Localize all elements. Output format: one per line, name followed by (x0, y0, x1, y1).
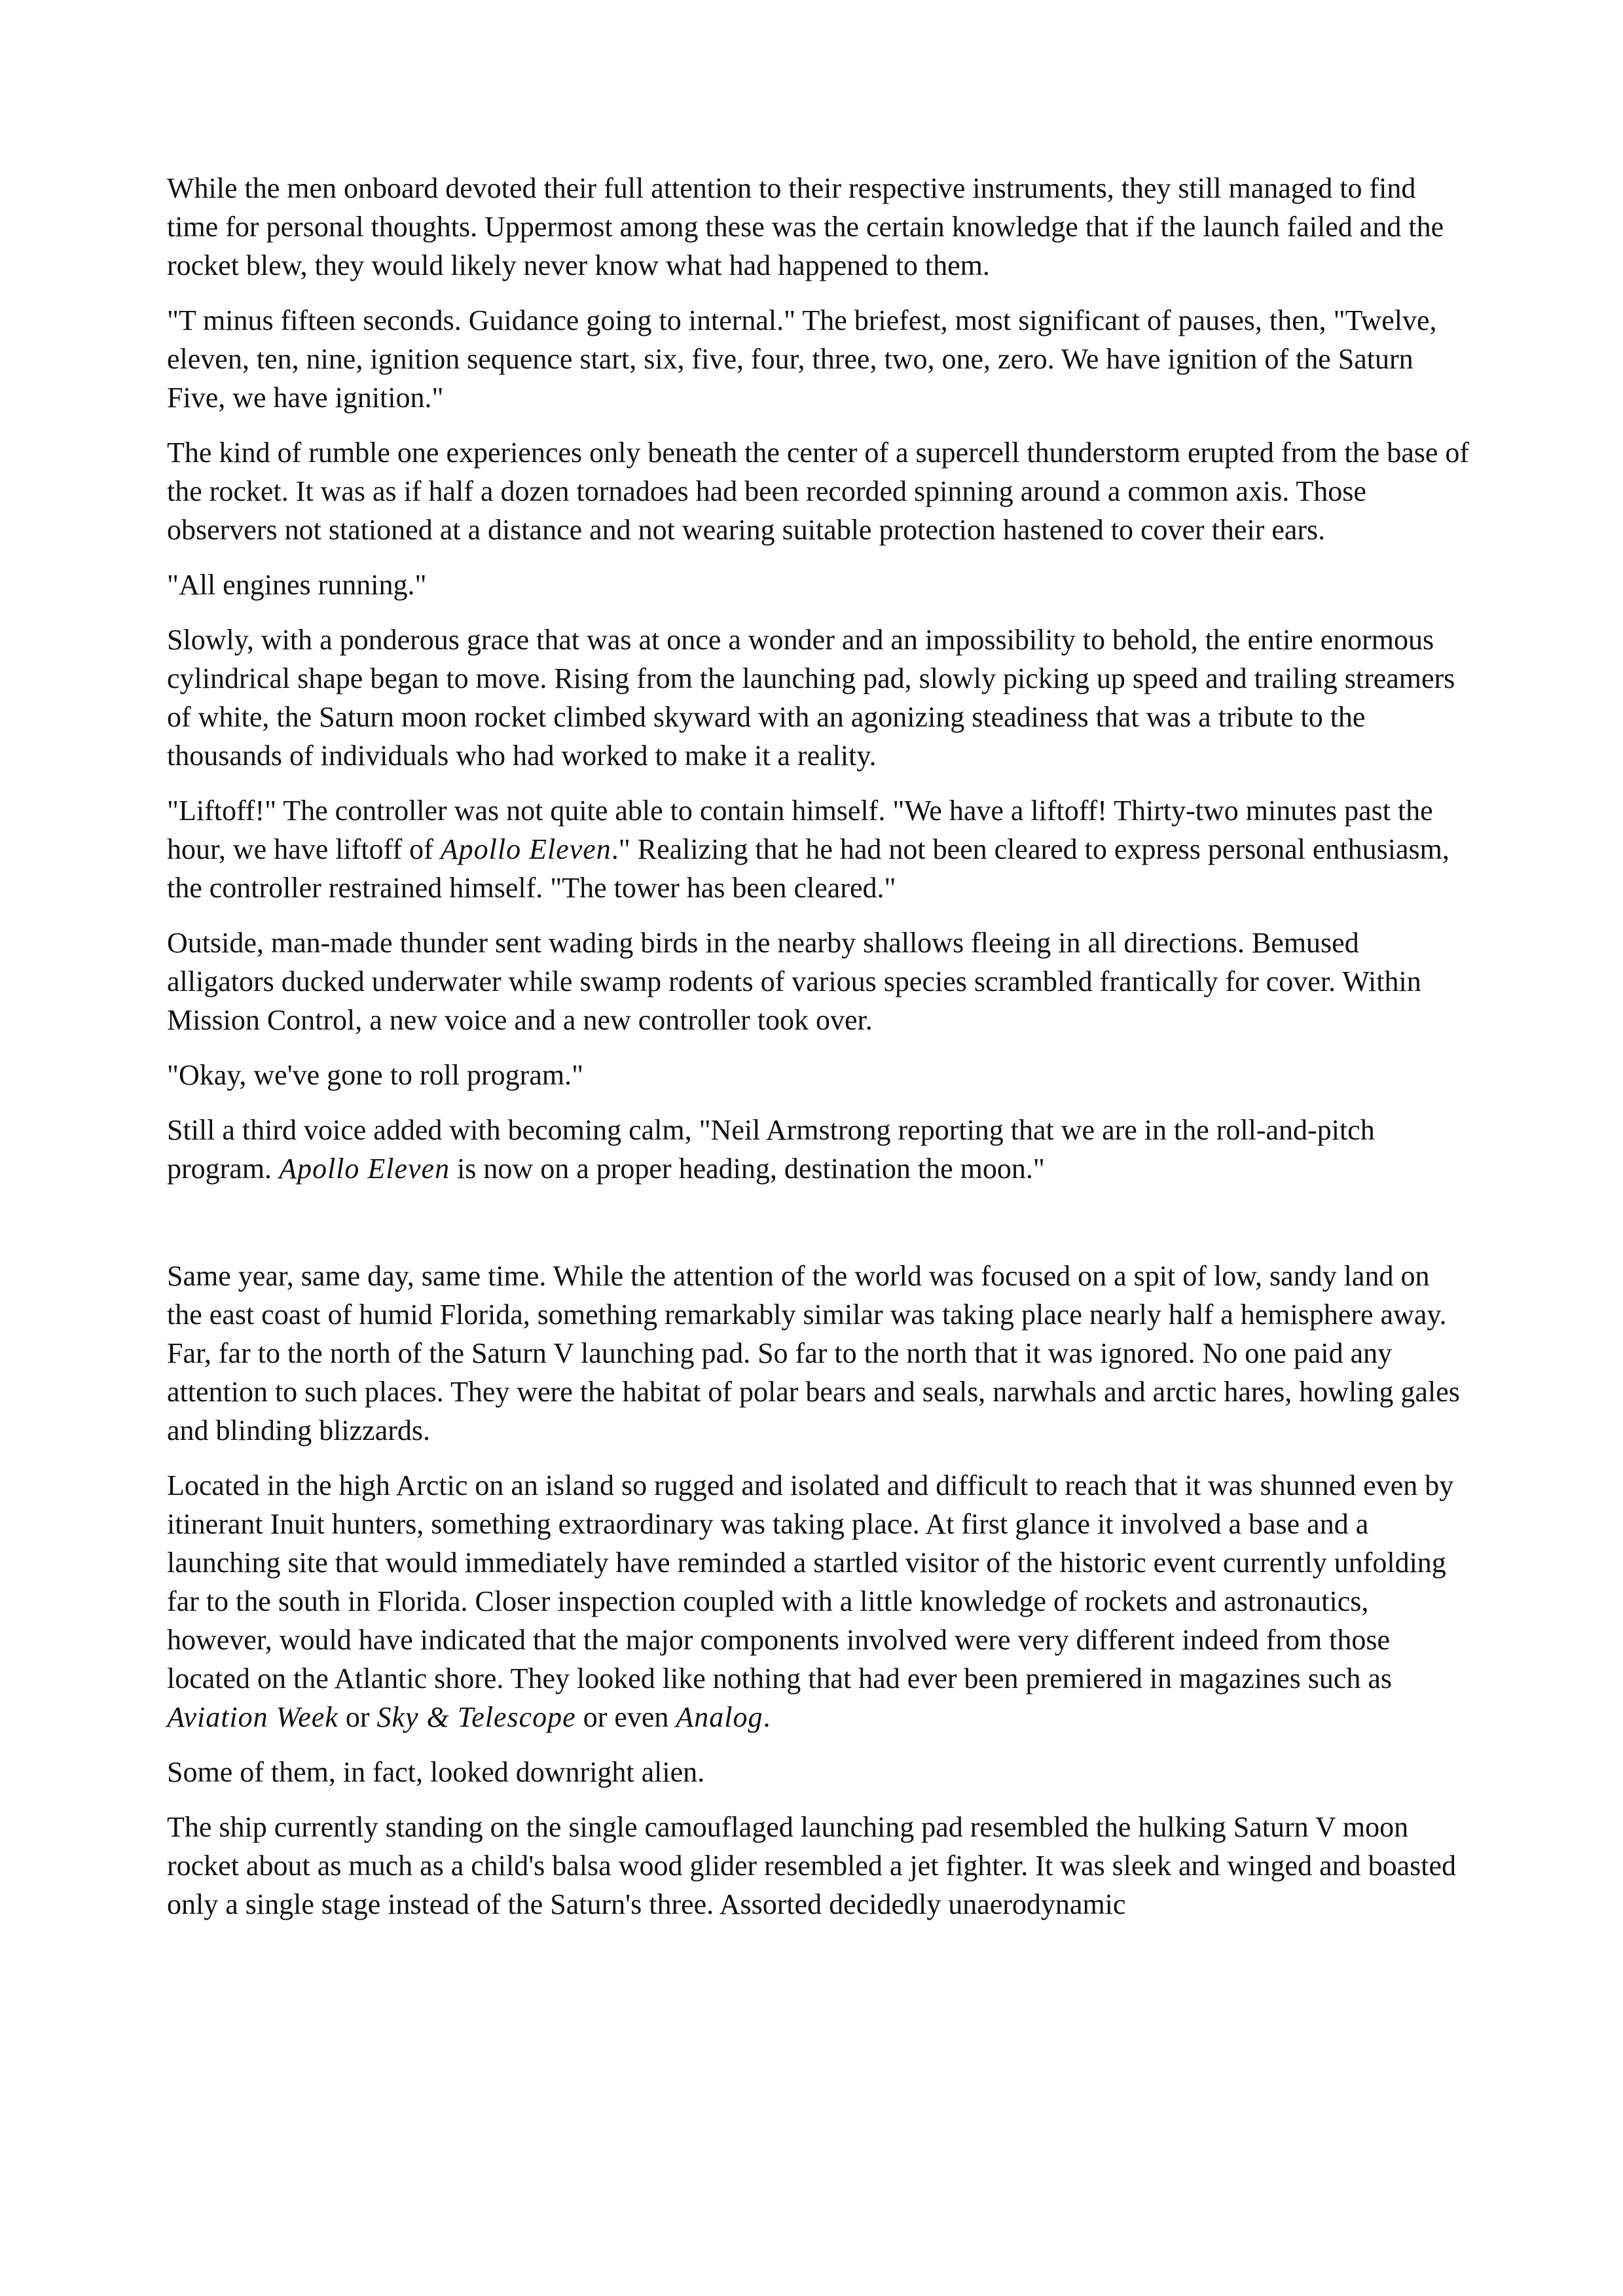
paragraph (167, 791, 1470, 907)
paragraph (167, 1257, 1470, 1450)
italic-title: Apollo Eleven (279, 1153, 450, 1185)
paragraph (167, 1466, 1470, 1736)
text-run: Outside, man-made thunder sent wading birds in the nearby shallows fleeing in all directions. Bemused alligators ducked underwater while swamp rodents of various species scrambled frantically for cover. Within Mission Control, a new voice and a new controller took over. (167, 927, 1421, 1036)
paragraph (167, 1056, 1470, 1094)
text-run: . (763, 1701, 771, 1733)
paragraph (167, 301, 1470, 417)
text-run: "All engines running." (167, 569, 427, 601)
text-run: is now on a proper heading, destination the moon." (450, 1153, 1045, 1185)
paragraph (167, 169, 1470, 285)
paragraph (167, 1808, 1470, 1924)
paragraph (167, 1111, 1470, 1188)
paragraph (167, 924, 1470, 1039)
text-run: The ship currently standing on the single camouflaged launching pad resembled the hulking Saturn V moon rocket about as much as a child's balsa wood glider resembled a jet fighter. It was sleek and winged and boasted only a single stage instead of the Saturn's three. Assorted decidedly unaerodynamic (167, 1811, 1456, 1920)
document-page (167, 169, 1470, 1940)
italic-title: Analog (676, 1701, 763, 1733)
text-run: "Liftoff!" The controller was not quite able to contain himself. "We have a liftoff! Thirty-two minutes past the hour, we have liftoff of (167, 795, 1433, 865)
paragraph (167, 433, 1470, 549)
text-run: "Okay, we've gone to roll program." (167, 1059, 584, 1091)
text-run: "T minus fifteen seconds. Guidance going to internal." The briefest, most significant of pauses, then, "Twelve, eleven, ten, nine, ignition sequence start, six, five, four, three, two, one, zero. We have ignition of the Saturn Five, we have ignition." (167, 304, 1437, 414)
paragraph (167, 620, 1470, 775)
text-run: The kind of rumble one experiences only beneath the center of a supercell thunderstorm erupted from the base of the rocket. It was as if half a dozen tornadoes had been recorded spinning around a common axis. Those observers not stationed at a distance and not wearing suitable protection hastened to cover their ears. (167, 437, 1470, 546)
text-run: Some of them, in fact, looked downright alien. (167, 1756, 705, 1788)
text-run: Located in the high Arctic on an island so rugged and isolated and difficult to reach that it was shunned even by itinerant Inuit hunters, something extraordinary was taking place. At first glance it involved a base and a launching site that would immediately have reminded a startled visitor of the historic event currently unfolding far to the south in Florida. Closer inspection coupled with a little knowledge of rockets and astronautics, however, would have indicated that the major components involved were very different indeed from those located on the Atlantic shore. They looked like nothing that had ever been premiered in magazines such as (167, 1469, 1454, 1695)
italic-title: Sky & Telescope (376, 1701, 576, 1733)
text-run: Still a third voice added with becoming calm, "Neil Armstrong reporting that we are in the roll-and-pitch program. (167, 1114, 1375, 1185)
paragraph (167, 565, 1470, 604)
paragraph (167, 1753, 1470, 1791)
text-run: or even (575, 1701, 676, 1733)
italic-title: Apollo Eleven (440, 833, 611, 865)
text-run: While the men onboard devoted their full attention to their respective instruments, they still managed to find time for personal thoughts. Uppermost among these was the certain knowledge that if the launch failed and the rocket blew, they would likely never know what had happened to them. (167, 172, 1444, 281)
text-run: Slowly, with a ponderous grace that was at once a wonder and an impossibility to behold, the entire enormous cylindrical shape began to move. Rising from the launching pad, slowly picking up speed and trailing streamers of white, the Saturn moon rocket climbed skyward with an agonizing steadiness that was a tribute to the thousands of individuals who had worked to make it a reality. (167, 624, 1455, 772)
text-run: ." Realizing that he had not been cleared to express personal enthusiasm, the controller restrained himself. "The tower has been cleared." (167, 833, 1450, 904)
text-run: or (338, 1701, 377, 1733)
text-run: Same year, same day, same time. While the attention of the world was focused on a spit of low, sandy land on the east coast of humid Florida, something remarkably similar was taking place nearly half a hemisphere away. Far, far to the north of the Saturn V launching pad. So far to the north that it was ignored. No one paid any attention to such places. They were the habitat of polar bears and seals, narwhals and arctic hares, howling gales and blinding blizzards. (167, 1260, 1460, 1446)
italic-title: Aviation Week (167, 1701, 338, 1733)
